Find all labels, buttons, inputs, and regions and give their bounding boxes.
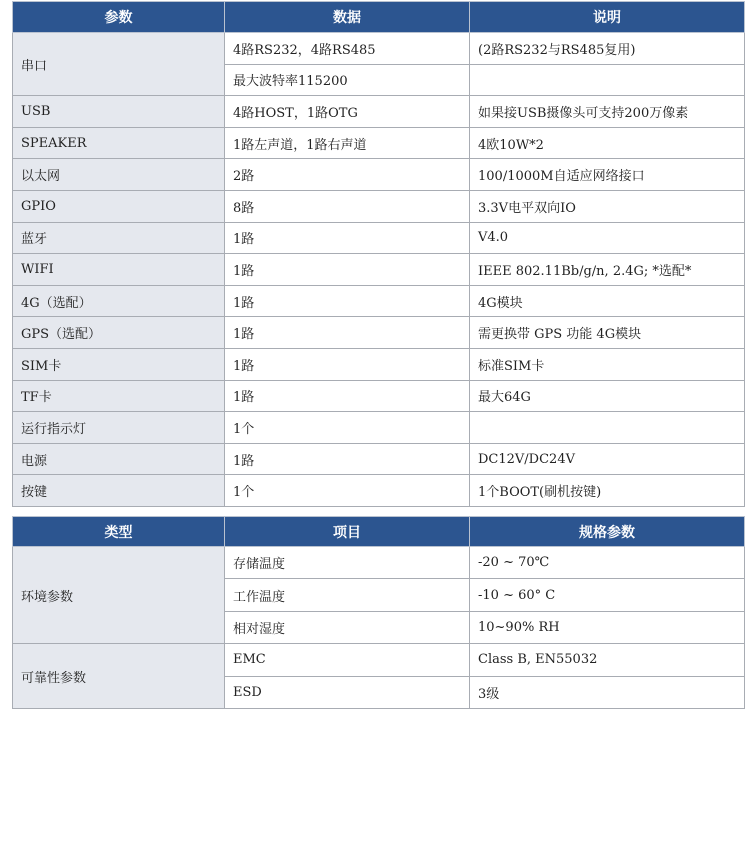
data-cell: 1路 xyxy=(225,254,470,286)
param-cell: SPEAKER xyxy=(13,127,225,159)
table-row xyxy=(13,159,745,191)
data-cell: 1个 xyxy=(225,475,470,507)
serial-data-1: 4路RS232，4路RS485 xyxy=(225,33,470,65)
desc-cell: 4欧10W*2 xyxy=(470,127,745,159)
env-table xyxy=(12,516,745,709)
data-cell: 1路左声道，1路右声道 xyxy=(225,127,470,159)
item-cell: 相对湿度 xyxy=(225,611,470,643)
desc-cell: 100/1000M自适应网络接口 xyxy=(470,159,745,191)
param-cell: TF卡 xyxy=(13,380,225,412)
header-type: 类型 xyxy=(13,517,225,547)
spec-cell: 3级 xyxy=(470,676,745,708)
desc-cell: 需更换带 GPS 功能 4G模块 xyxy=(470,317,745,349)
table-row xyxy=(13,380,745,412)
group-label: 环境参数 xyxy=(13,547,225,644)
param-cell: 以太网 xyxy=(13,159,225,191)
serial-desc-1: (2路RS232与RS485复用) xyxy=(470,33,745,65)
param-cell: GPIO xyxy=(13,190,225,222)
table-row xyxy=(13,475,745,507)
table-row xyxy=(13,348,745,380)
item-cell: EMC xyxy=(225,644,470,676)
param-cell: WIFI xyxy=(13,254,225,286)
table-row xyxy=(13,33,745,65)
table-row xyxy=(13,190,745,222)
table-row xyxy=(13,644,745,676)
spec-cell: -10 ~ 60° C xyxy=(470,579,745,611)
table-row xyxy=(13,547,745,579)
data-cell: 1路 xyxy=(225,222,470,254)
data-cell: 1路 xyxy=(225,443,470,475)
serial-label: 串口 xyxy=(13,33,225,96)
desc-cell: 1个BOOT(刷机按键) xyxy=(470,475,745,507)
spec-cell: -20 ~ 70℃ xyxy=(470,547,745,579)
spec-header-row xyxy=(13,2,745,33)
param-cell: 蓝牙 xyxy=(13,222,225,254)
spec-cell: 10~90% RH xyxy=(470,611,745,643)
table-row xyxy=(13,96,745,128)
data-cell: 1路 xyxy=(225,348,470,380)
param-cell: SIM卡 xyxy=(13,348,225,380)
desc-cell: 标准SIM卡 xyxy=(470,348,745,380)
param-cell: GPS（选配） xyxy=(13,317,225,349)
data-cell: 1个 xyxy=(225,412,470,444)
param-cell: USB xyxy=(13,96,225,128)
table-row xyxy=(13,443,745,475)
table-row xyxy=(13,127,745,159)
table-row xyxy=(13,254,745,286)
table-row xyxy=(13,285,745,317)
param-cell: 按键 xyxy=(13,475,225,507)
data-cell: 2路 xyxy=(225,159,470,191)
serial-data-2: 最大波特率115200 xyxy=(225,64,470,96)
env-header-row xyxy=(13,517,745,547)
data-cell: 1路 xyxy=(225,317,470,349)
header-spec: 规格参数 xyxy=(470,517,745,547)
param-cell: 电源 xyxy=(13,443,225,475)
table-row xyxy=(13,222,745,254)
desc-cell: DC12V/DC24V xyxy=(470,443,745,475)
data-cell: 8路 xyxy=(225,190,470,222)
desc-cell: 如果接USB摄像头可支持200万像素 xyxy=(470,96,745,128)
desc-cell: 4G模块 xyxy=(470,285,745,317)
item-cell: 工作温度 xyxy=(225,579,470,611)
data-cell: 1路 xyxy=(225,380,470,412)
param-cell: 4G（选配） xyxy=(13,285,225,317)
table-row xyxy=(13,317,745,349)
desc-cell xyxy=(470,412,745,444)
desc-cell: IEEE 802.11Bb/g/n, 2.4G; *选配* xyxy=(470,254,745,286)
data-cell: 4路HOST，1路OTG xyxy=(225,96,470,128)
header-item: 项目 xyxy=(225,517,470,547)
table-row xyxy=(13,412,745,444)
desc-cell: 最大64G xyxy=(470,380,745,412)
item-cell: 存储温度 xyxy=(225,547,470,579)
spec-cell: Class B, EN55032 xyxy=(470,644,745,676)
serial-desc-2 xyxy=(470,64,745,96)
data-cell: 1路 xyxy=(225,285,470,317)
header-data: 数据 xyxy=(225,2,470,33)
header-desc: 说明 xyxy=(470,2,745,33)
desc-cell: 3.3V电平双向IO xyxy=(470,190,745,222)
group-label: 可靠性参数 xyxy=(13,644,225,709)
item-cell: ESD xyxy=(225,676,470,708)
spec-table xyxy=(12,1,745,507)
param-cell: 运行指示灯 xyxy=(13,412,225,444)
header-param: 参数 xyxy=(13,2,225,33)
desc-cell: V4.0 xyxy=(470,222,745,254)
